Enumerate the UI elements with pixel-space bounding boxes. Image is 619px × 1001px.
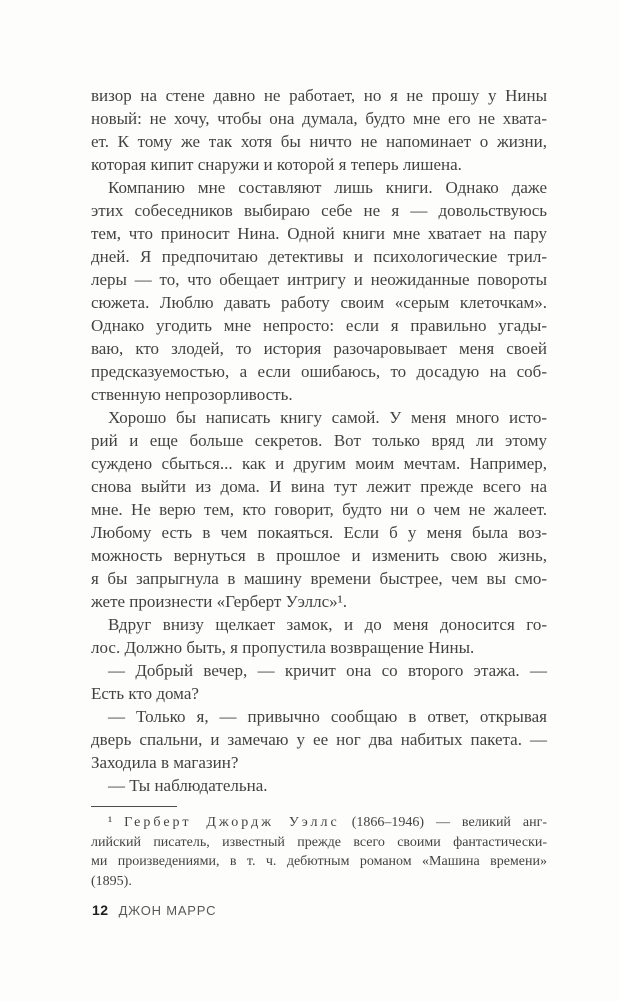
paragraph [91, 774, 547, 797]
text-line: жете произнести «Герберт Уэллс»¹. [91, 592, 347, 611]
paragraph [91, 613, 547, 659]
text-line: Заходила в магазин? [91, 753, 239, 772]
paragraph [91, 406, 547, 613]
text-line: ет. К тому же так хотя бы ничто не напоминает о жизни, [91, 132, 547, 151]
text-line: — Добрый вечер, — кричит она со второго этажа. — [108, 661, 547, 680]
text-line: тем, что приносит Нина. Одной книги мне хватает на пару [91, 224, 547, 243]
text-line: Вдруг внизу щелкает замок, и до меня доносится го- [108, 615, 547, 634]
text-line: рий и еще больше секретов. Вот только вряд ли этому [91, 431, 547, 450]
text-line: Хорошо бы написать книгу самой. У меня много исто- [108, 408, 547, 427]
text-line: ственную непрозорливость. [91, 385, 293, 404]
text-line: этих собеседников выбираю себе не я — довольствуюсь [91, 201, 547, 220]
paragraph [91, 705, 547, 774]
text-line: Компанию мне составляют лишь книги. Однако даже [108, 178, 547, 197]
body-text [91, 84, 547, 797]
paragraph [91, 659, 547, 705]
letterspaced-name: Герберт Джордж Уэллс [124, 815, 340, 830]
running-author: ДЖОН МАРРС [118, 903, 217, 918]
text-line: дней. Я предпочитаю детективы и психологические трил- [91, 247, 547, 266]
text-line: леры — то, что обещает интригу и неожиданные повороты [91, 270, 547, 289]
text-line: — Ты наблюдательна. [108, 776, 268, 795]
text-line: Любому есть в чем покаяться. Если б у меня была воз- [91, 523, 547, 542]
text-line: Однако угодить мне непросто: если я правильно угады- [91, 316, 547, 335]
text-run: (1866–1946) — великий анг- [339, 815, 547, 830]
text-line: снова выйти из дома. И вина тут лежит прежде всего на [91, 477, 547, 496]
text-line: — Только я, — привычно сообщаю в ответ, открывая [108, 707, 547, 726]
text-line: новый: не хочу, чтобы она думала, будто мне его не хвата- [91, 109, 547, 128]
paragraph [91, 84, 547, 176]
text-line: суждено сбыться... как и другим моим мечтам. Например, [91, 454, 547, 473]
page-footer [92, 902, 216, 918]
footnote-text [91, 813, 547, 891]
text-line: ваю, кто злодей, то история разочаровывает меня своей [91, 339, 547, 358]
paragraph [91, 176, 547, 406]
text-line: мне. Не верю тем, кто говорит, будто ни о чем не жалеет. [91, 500, 547, 519]
text-line: можность вернуться в прошлое и изменить свою жизнь, [91, 546, 547, 565]
text-line: Есть кто дома? [91, 684, 199, 703]
text-line: сюжета. Люблю давать работу своим «серым клеточкам». [91, 293, 547, 312]
text-line: я бы запрыгнула в машину времени быстрее, чем вы смо- [91, 569, 547, 588]
text-line: лос. Должно быть, я пропустила возвращение Нины. [91, 638, 475, 657]
text-line [91, 813, 547, 833]
text-run: ¹ [108, 815, 125, 830]
text-line: визор на стене давно не работает, но я не прошу у Нины [91, 86, 547, 105]
footnote [91, 806, 547, 891]
footnote-divider [91, 806, 177, 807]
text-line: (1895). [91, 873, 132, 889]
page-number: 12 [92, 902, 109, 918]
text-line: которая кипит снаружи и которой я теперь лишена. [91, 155, 462, 174]
text-line: лийский писатель, известный прежде всего своими фантастически- [91, 834, 547, 850]
text-line: ми произведениями, в т. ч. дебютным романом «Машина времени» [91, 854, 547, 869]
text-line: дверь спальни, и замечаю у ее ног два набитых пакета. — [91, 730, 547, 749]
text-line: предсказуемостью, а если ошибаюсь, то досадую на соб- [91, 362, 547, 381]
